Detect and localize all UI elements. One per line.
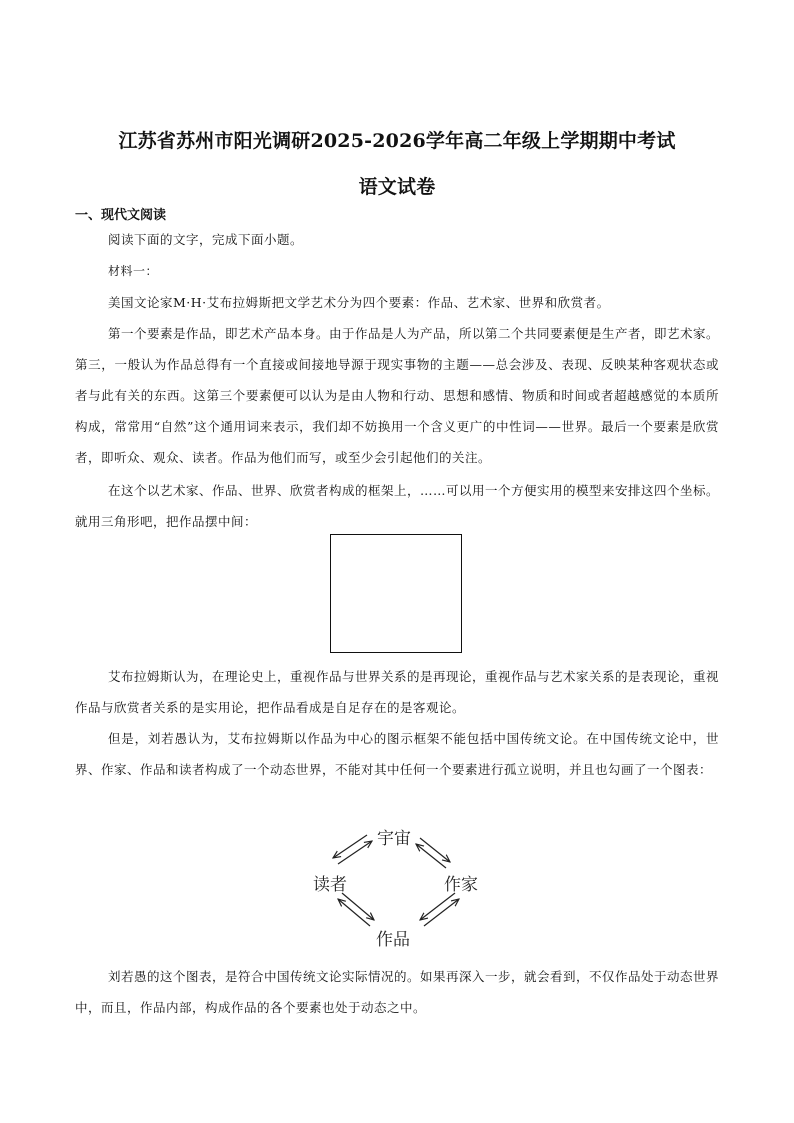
paragraph: 美国文论家M·H·艾布拉姆斯把文学艺术分为四个要素：作品、艺术家、世界和欣赏者。: [108, 295, 610, 310]
paragraph: 艾布拉姆斯认为，在理论史上，重视作品与世界关系的是再现论，重视作品与艺术家关系的是表现论，重视作品与欣赏者关系的是实用论，把作品看成是自足存在的是客观论。: [75, 669, 720, 715]
material-label: 材料一：: [108, 264, 159, 278]
diagram-label-reader: 读者: [313, 875, 347, 895]
arrow-universe-reader: [333, 835, 367, 858]
diagram-label-writer: 作家: [444, 875, 478, 895]
instruction-text: 阅读下面的文字，完成下面小题。: [108, 232, 304, 247]
paragraph: 但是，刘若愚认为，艾布拉姆斯以作品为中心的图示框架不能包括中国传统文论。在中国传统文论中，世界、作家、作品和读者构成了一个动态世界，不能对其中任何一个要素进行孤立说明，并且也勾画了一个图表：: [75, 731, 719, 777]
section-heading: 一、现代文阅读: [75, 208, 167, 223]
blank-figure-box: [330, 534, 462, 653]
arrow-writer-universe: [416, 844, 446, 868]
page-subtitle: 语文试卷: [358, 176, 436, 198]
diagram-label-universe: 宇宙: [377, 829, 411, 849]
paragraph: 第一个要素是作品，即艺术产品本身。由于作品是人为产品，所以第二个共同要素便是生产者，即艺术家。第三，一般认为作品总得有一个直接或间接地导源于现实事物的主题——总会涉及、表现、反映某种客观状态或者与此有关的东西。这第三个要素便可以认为是由人物和行动、思想和感情、物质和时间或者超越感觉的本质所构成，常常用“自然”这个通用词来表示，我们却不妨换用一个含义更广的中性词——世界。最后一个要素是欣赏者，即听众、观众、读者。作品为他们而写，或至少会引起他们的关注。: [75, 326, 720, 465]
paragraph: 刘若愚的这个图表，是符合中国传统文论实际情况的。如果再深入一步，就会看到，不仅作品处于动态世界中，而且，作品内部，构成作品的各个要素也处于动态之中。: [75, 969, 720, 1015]
paragraph: 在这个以艺术家、作品、世界、欣赏者构成的框架上，……可以用一个方便实用的模型来安排这四个坐标。就用三角形吧，把作品摆中间：: [75, 483, 720, 529]
diagram-label-work: 作品: [376, 930, 410, 950]
arrow-universe-writer: [420, 838, 450, 862]
page-title: 江苏省苏州市阳光调研2025-2026学年高二年级上学期期中考试: [118, 130, 676, 152]
arrow-reader-universe: [338, 841, 372, 864]
